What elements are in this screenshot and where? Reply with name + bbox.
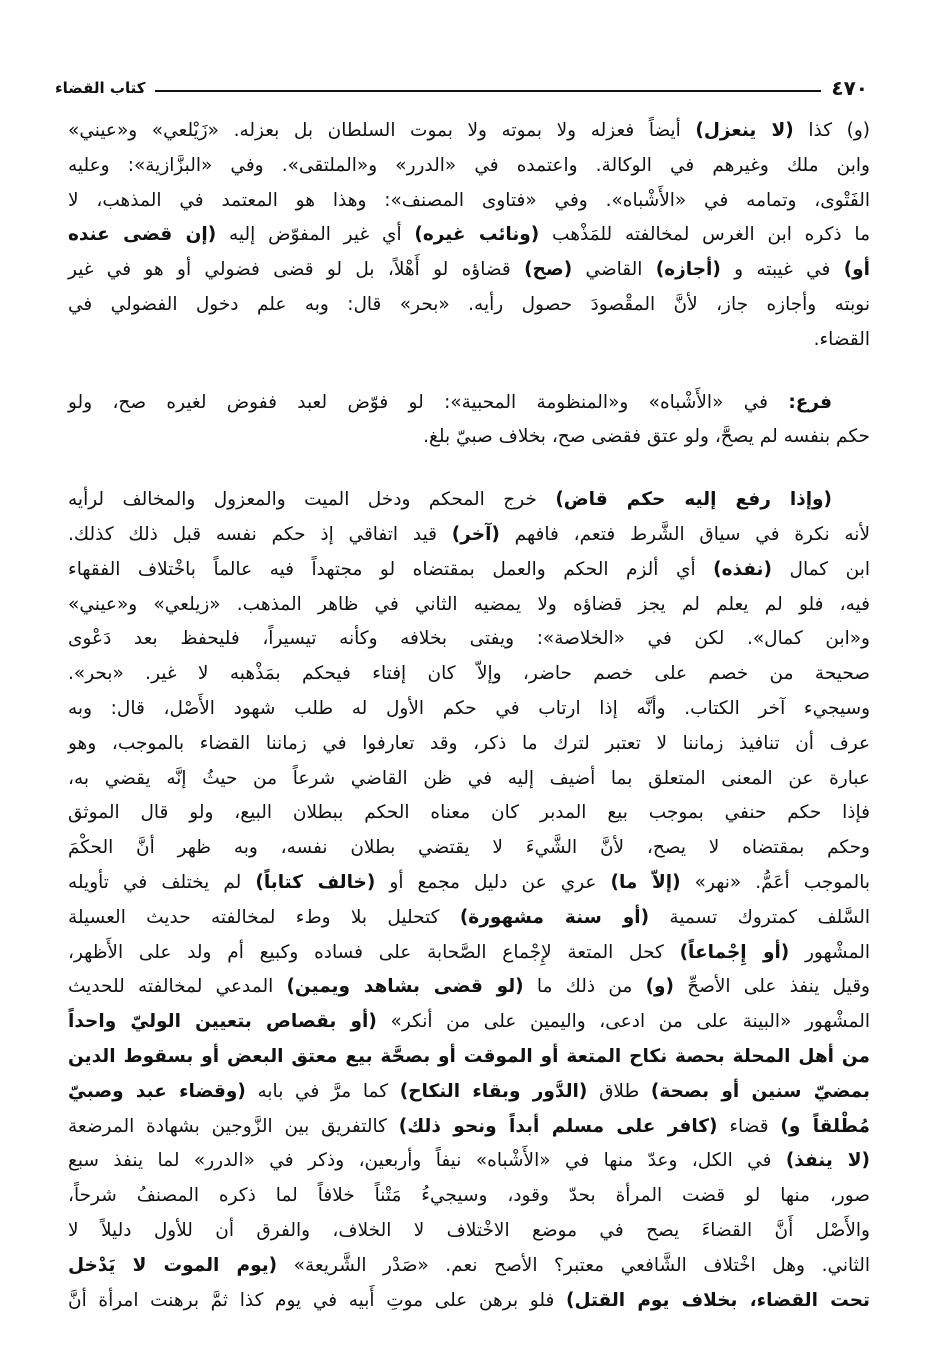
matn-text: (لو قضى بشاهد ويمين) [286,976,524,998]
commentary-text: (و) كذا [793,120,870,141]
commentary-text: كالتفريق بين الزَّوجين بشهادة المرضعة [68,1115,399,1137]
text-line [68,1040,870,1075]
commentary-text: وحكم بمقتضاه لا يصح، لأنَّ الشَّيءَ لا يقتضي بطلان نفسه، وبه ظهر أنَّ الحكْمَ [68,837,870,859]
text-line [68,1144,870,1179]
text-line [68,1249,870,1284]
paragraph [68,114,870,358]
header-rule [155,90,821,92]
matn-text: (خالف كتاباً) [255,871,376,893]
matn-text: (أو إِجْماعاً) [679,941,790,963]
commentary-text: عرف أن تنافيذ زماننا لا تعتبر لترك ما ذكر، وقد تعارفوا في زماننا القضاء بالموجب، وهو [68,732,870,754]
matn-text: (وقضاء عبد وصبيّ [68,1080,246,1102]
commentary-text: لم يختلف في تأويله [68,871,256,893]
matn-text: (إن قضى عنده [68,224,217,246]
text-line [68,1179,870,1214]
commentary-text: فيه، فلو لم يعلم لم يجز قضاؤه ولا يمضيه الثاني في ظاهر المذهب. «زيلعي» و«عيني» [68,593,870,615]
commentary-text: وسيجيء آخر الكتاب. وأنَّه إذا ارتاب في حكم الأول له طلب شهود الأَصْل، قال: وبه [68,697,870,719]
matn-text: من أهل المحلة بحصة نكاح المتعة أو الموقت أو بصحَّة بيع معتق البعض أو بسقوط الدين [68,1045,870,1067]
text-line [68,288,870,323]
matn-text: (و) [645,976,674,998]
commentary-text: نوبته وأجازه جاز، لأنَّ المقْصودَ حصول رأيه. «بحر» قال: وبه علم دخول الفضولي في [68,293,870,315]
commentary-text: في غيبته و [720,259,844,281]
commentary-text: كتحليل بلا وطء لمخالفته حديث العسيلة [68,906,460,928]
commentary-text: قضاء [717,1115,781,1137]
running-title: كتاب القضاء [55,79,146,97]
commentary-text: المشْهور «البينة على من ادعى، واليمين على من أنكر» [376,1011,870,1033]
text-line [68,184,870,219]
commentary-text: أي غير المفوّض إليه [216,224,415,246]
commentary-text: في الكل، وعدّ منها في «الأَشْباه» نيفاً وأربعين، وذكر في «الدرر» لما ينفذ سبع [68,1150,786,1172]
matn-text: فرع: [788,391,832,413]
matn-text: (آخر) [451,523,500,545]
commentary-text: صور، منها لو قضت المرأة بحدّ وقود، وسيجيءُ مَتْناً خلافاً لما ذكره المصنفُ شرحاً، [68,1185,870,1207]
text-line [68,866,870,901]
text-line [68,149,870,184]
text-line [68,727,870,762]
text-line [68,1284,870,1319]
text-line [68,1075,870,1110]
commentary-text: الفَتْوى، وتمامه في «الأَشْباه». وفي «فتاوى المصنف»: وهذا هو المعتمد في المذهب، لا [68,189,870,211]
commentary-text: الثاني. وهل اخْتلاف الشَّافعي معتبر؟ الأصح نعم. «صَدْر الشَّريعة» [277,1254,871,1276]
page-body [68,114,870,1346]
text-line [68,936,870,971]
commentary-text: خرج المحكم ودخل الميت والمعزول والمخالف لرأيه [68,489,556,511]
text-line [68,518,870,553]
commentary-text: من ذلك ما [523,976,646,998]
commentary-text: في «الأَشْباه» و«المنظومة المحبية»: لو فوّض لعبد ففوض لغيره صح، ولو [68,391,789,413]
text-line [68,762,870,797]
commentary-text: طلاق [587,1080,651,1102]
commentary-text: القاضي [572,259,656,281]
text-line [68,218,870,253]
commentary-text: صحيحة من خصم على خصم حاضر، وإلاّ كان إفتاء فيحكم بمَذْهبه لا غير. «بحر». [68,663,870,685]
commentary-text: وقيل ينفذ على الأصحِّ [673,976,870,998]
commentary-text: عري عن دليل مجمع أو [375,871,611,893]
commentary-text: و«ابن كمال». لكن في «الخلاصة»: ويفتى بخلافه وكأنه تيسيراً، فليحفظ بعد دَعْوى [68,628,870,650]
matn-text: (لا ينفذ) [785,1150,870,1172]
matn-text: (وإذا رفع إليه حكم قاض) [555,489,832,511]
commentary-text: والأَصْل أَنَّ القضاءَ يصح في موضع الاخْتلاف لا الخلاف، والفرق أن للأول دليلاً لا [68,1219,870,1241]
commentary-text: ما ذكره ابن الغرس لمخالفته للمَذْهب [539,224,870,246]
text-line [68,483,870,518]
commentary-text: وابن ملك وغيرهم في الوكالة. واعتمده في «الدرر» و«الملتقى». وفي «البزَّازية»: وعليه [68,154,870,176]
matn-text: تحت القضاء، بخلاف يوم القتل) [565,1289,870,1311]
commentary-text: ابن كمال [771,558,870,580]
commentary-text: أيضاً فعزله ولا بموته ولا بموت السلطان بل بعزله. «زَيْلعي» و«عيني» [68,120,696,141]
matn-text: أو) [843,259,870,281]
text-line [68,1005,870,1040]
text-line [68,323,870,358]
matn-text: (لا ينعزل) [695,120,794,141]
commentary-text: المشْهور [789,941,870,963]
commentary-text: بالموجب أعَمُّ. «نهر» [680,871,870,893]
matn-text: بمضيّ سنين أو بصحة) [650,1080,870,1102]
matn-text: (كافر على مسلم أبداً ونحو ذلك) [398,1115,718,1137]
matn-text: (إلاّ ما) [610,871,681,893]
text-line [68,831,870,866]
matn-text: (يوم الموت لا يَدْخل [68,1254,278,1276]
text-line [68,553,870,588]
matn-text: (صح) [524,259,573,281]
matn-text: (أجازه) [655,259,721,281]
paragraph [68,483,870,1318]
commentary-text: قضاؤه لو أَهْلاً، بل لو قضى فضولي أو هو في غير [68,259,525,281]
matn-text: (الدَّور وبقاء النكاح) [399,1080,588,1102]
commentary-text: لأنه نكرة في سياق الشَّرط فتعم، فافهم [499,523,870,545]
text-line [68,692,870,727]
commentary-text: القضاء. [813,328,870,350]
text-line [68,657,870,692]
text-line [68,796,870,831]
commentary-text: قيد اتفاقي إذ حكم نفسه قبل ذلك كذلك. [68,523,452,545]
text-line [68,114,870,149]
commentary-text: السَّلف كمتروك تسمية [649,906,870,928]
running-header [55,74,868,102]
text-line [68,253,870,288]
commentary-text: كحل المتعة لإِجْماع الصَّحابة على فساده وكبيع أم ولد على الأَظهر، [68,941,680,963]
text-line [68,622,870,657]
commentary-text: المدعي لمخالفته للحديث [68,976,287,998]
commentary-text: فإذا حكم حنفي بموجب بيع المدبر كان معناه الحكم ببطلان البيع، ولو قال الموثق [68,802,870,824]
commentary-text: عبارة عن المعنى المتعلق بما أضيف إليه في ظن القاضي شرعاً من حيثُ إنَّه يقضي به، [68,767,870,789]
matn-text: (أو سنة مشهورة) [459,906,650,928]
commentary-text: حكم بنفسه لم يصحَّ، ولو عتق فقضى صح، بخلاف صبيّ بلغ. [423,426,870,448]
commentary-text: أي ألزم الحكم والعمل بمقتضاه لو مجتهداً فيه عالماً باخْتلاف الفقهاء [68,558,714,580]
matn-text: (نفذه) [713,558,772,580]
text-line [68,386,870,421]
text-line [68,1110,870,1145]
commentary-text: فلو برهن على موتِ أَبيه في يوم كذا ثمَّ برهنت امرأة أنَّ [68,1289,566,1311]
text-line [68,588,870,623]
text-line [68,970,870,1005]
text-line [68,420,870,455]
matn-text: (ونائب غيره) [414,224,540,246]
text-line [68,901,870,936]
paragraph [68,386,870,456]
matn-text: (أو بقصاص بتعيين الوليّ واحداً [68,1011,377,1033]
text-line [68,1214,870,1249]
matn-text: مُطْلقاً و) [780,1115,871,1137]
commentary-text: كما مرَّ في بابه [245,1080,400,1102]
page-number: ٤٧٠ [831,76,868,100]
